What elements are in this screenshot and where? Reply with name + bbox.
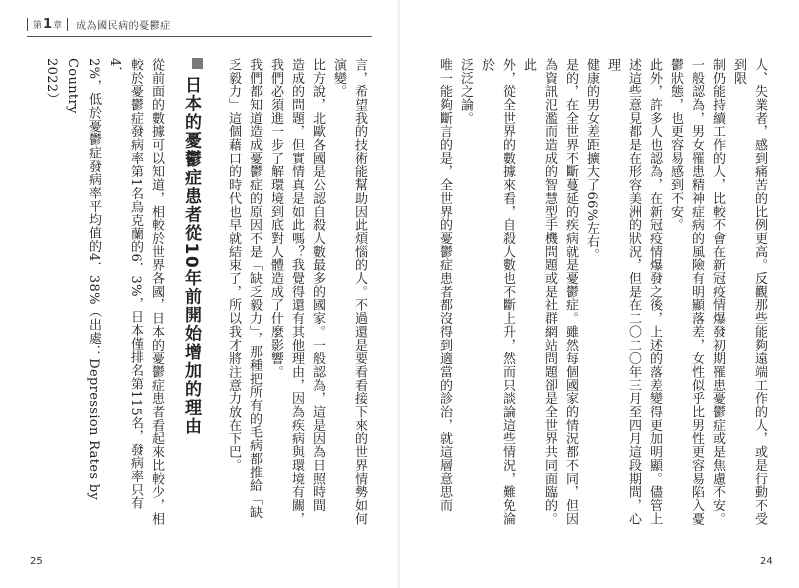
text-column: 乏毅力」這個藉口的時代也早就結束了，所以我才將注意力放在下巴。 xyxy=(226,58,241,472)
running-head-rule xyxy=(27,36,372,37)
text-column: 此外，許多人也認為，在新冠疫情爆發之後，上述的落差變得更加明顯。儘管上 xyxy=(647,58,662,526)
text-column: 造成的問題，但實情真是如此嗎？我覺得還有其他理由，因為疾病與環境有關， xyxy=(289,58,304,526)
page-gutter xyxy=(398,0,400,588)
text-column: 唯一能夠斷言的是，全世界的憂鬱症患者都沒得到適當的診治，就這層意思而 xyxy=(437,58,452,512)
left-page-text xyxy=(24,58,370,530)
chapter-marker xyxy=(27,18,68,31)
right-page-text xyxy=(420,58,770,530)
text-column: 較於憂鬱症發病率第1名烏克蘭的6．3%，日本僅排名第115名，發病率只有4． xyxy=(107,58,143,510)
section-heading xyxy=(179,58,203,530)
text-column: 我們必須進一步了解環境到底對人體造成了什麼影響。 xyxy=(268,58,283,379)
text-column: 2%，低於憂鬱症發病率平均值的4．38%（出處：Depression Rates by Country xyxy=(65,58,101,501)
page-number-left: 25 xyxy=(30,556,43,567)
text-column: 泛泛之論。 xyxy=(458,58,473,125)
heading-square-icon xyxy=(192,58,203,69)
text-column: 從前面的數據可以知道，相較於世界各國，日本的憂鬱症患者看起來比較少，相 xyxy=(149,58,164,526)
text-column: 述這些意見都是在形容美洲的狀況，但是在二〇二〇年三月至四月這段期間，心理 xyxy=(605,58,641,526)
section-gap xyxy=(213,58,223,530)
section-heading-text: 日本的憂鬱症患者從10年前開始增加的理由 xyxy=(181,76,201,436)
text-column: 言，希望我的技術能幫助因此煩惱的人。不過還是要看看接下來的世界情勢如何演變。 xyxy=(331,58,367,526)
text-column: 2022） xyxy=(44,58,59,106)
text-column: 是的，在全世界不斷蔓延的疾病就是憂鬱症。雖然每個國家的情況都不同，但因 xyxy=(563,58,578,526)
text-column: 人、失業者，感到痛苦的比例更高。反觀那些能夠遠端工作的人，或是行動不受到限 xyxy=(731,58,767,526)
chapter-suffix: 章 xyxy=(53,21,63,31)
text-column: 我們都知道造成憂鬱症的原因不是「缺乏毅力」，那種把所有的毛病都推給「缺 xyxy=(247,58,262,519)
text-column: 制仍能持續工作的人，比較不會在新冠疫情爆發初期罹患憂鬱症或是焦慮不安。 xyxy=(710,58,725,526)
text-column: 一般認為，男女罹患精神症病的風險有明顯落差，女性似乎比男性更容易陷入憂 xyxy=(689,58,704,526)
page-number-right: 24 xyxy=(760,556,773,567)
text-column: 健康的男女差距擴大了66%左右。 xyxy=(584,58,599,262)
chapter-prefix: 第 xyxy=(33,21,43,31)
text-column: 比方說，北歐各國是公認自殺人數最多的國家。一般認為，這是因為日照時間 xyxy=(310,58,325,512)
running-head xyxy=(27,17,171,32)
chapter-title: 成為國民病的憂鬱症 xyxy=(76,21,171,32)
text-column: 外，從全世界的數據來看，自殺人數也不斷上升，然而只談論這些情況，難免淪於 xyxy=(479,58,515,526)
chapter-number: 1 xyxy=(43,17,53,32)
text-column: 鬱狀態，也更容易感到不安。 xyxy=(668,58,683,232)
text-column: 為資訊氾濫而造成的智慧型手機問題或是社群網站問題卻是全世界共同面臨的。此 xyxy=(521,58,557,526)
